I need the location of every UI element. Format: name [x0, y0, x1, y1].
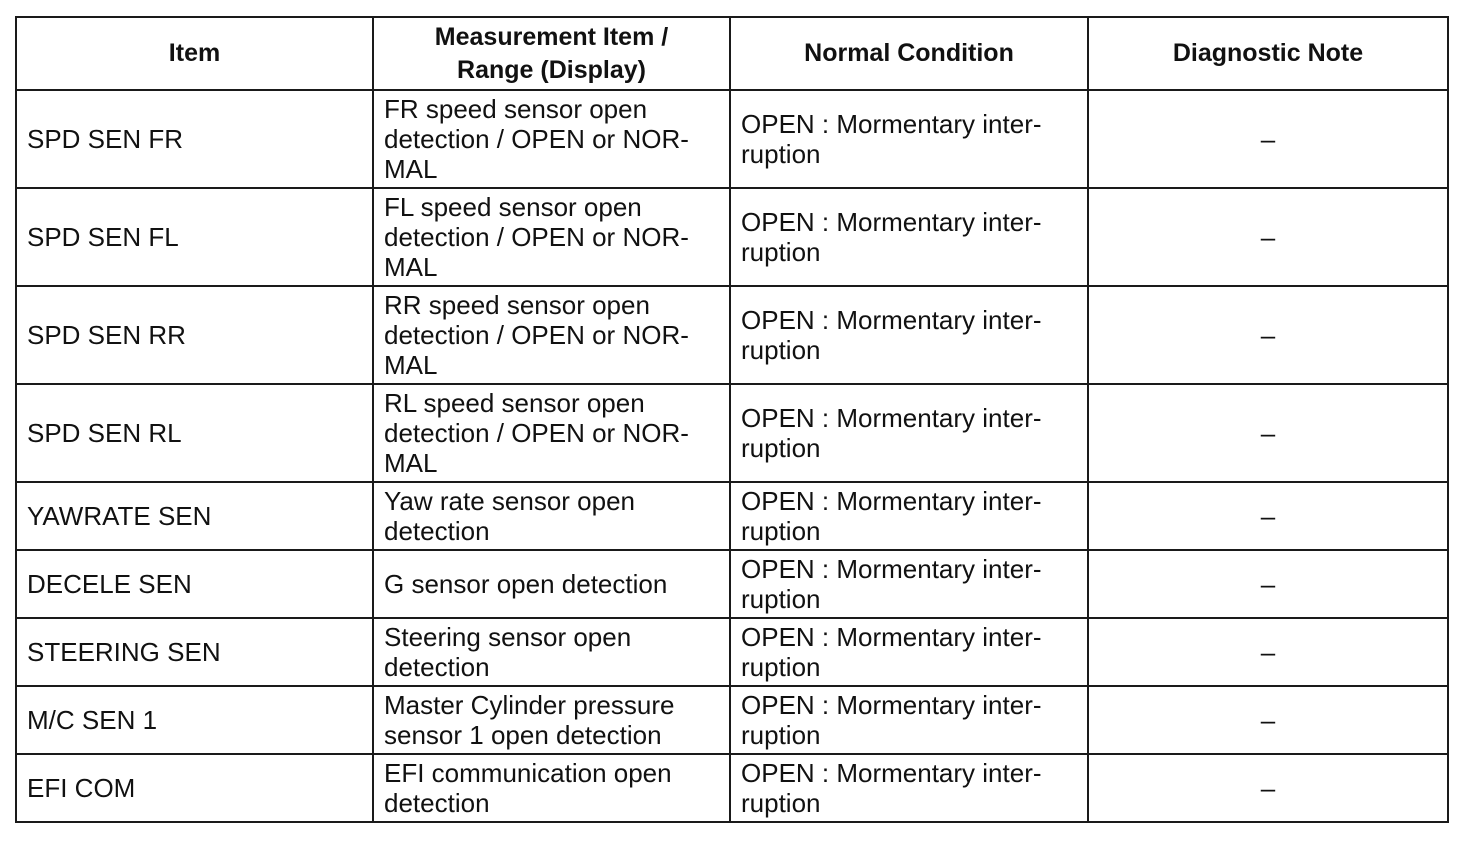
table-row — [16, 286, 1448, 384]
cell-item: EFI COM — [16, 754, 373, 822]
table-row — [16, 550, 1448, 618]
cell-condition: OPEN : Mormentary inter- ruption — [730, 188, 1088, 286]
cell-note: – — [1088, 286, 1448, 384]
header-item: Item — [16, 17, 373, 90]
cell-measurement: RR speed sensor open detection / OPEN or NOR- MAL — [373, 286, 730, 384]
cell-item: M/C SEN 1 — [16, 686, 373, 754]
cell-item: SPD SEN FR — [16, 90, 373, 188]
cell-condition: OPEN : Mormentary inter- ruption — [730, 550, 1088, 618]
table-row — [16, 384, 1448, 482]
cell-measurement: Master Cylinder pressure sensor 1 open detection — [373, 686, 730, 754]
cell-measurement: FR speed sensor open detection / OPEN or NOR- MAL — [373, 90, 730, 188]
cell-measurement: FL speed sensor open detection / OPEN or NOR- MAL — [373, 188, 730, 286]
header-condition: Normal Condition — [730, 17, 1088, 90]
cell-measurement: EFI communication open detection — [373, 754, 730, 822]
table-row — [16, 754, 1448, 822]
table-row — [16, 482, 1448, 550]
cell-note: – — [1088, 754, 1448, 822]
cell-condition: OPEN : Mormentary inter- ruption — [730, 90, 1088, 188]
cell-note: – — [1088, 482, 1448, 550]
cell-condition: OPEN : Mormentary inter- ruption — [730, 482, 1088, 550]
cell-measurement: G sensor open detection — [373, 550, 730, 618]
cell-item: YAWRATE SEN — [16, 482, 373, 550]
header-row — [16, 17, 1448, 90]
header-note: Diagnostic Note — [1088, 17, 1448, 90]
cell-note: – — [1088, 188, 1448, 286]
cell-note: – — [1088, 686, 1448, 754]
cell-item: STEERING SEN — [16, 618, 373, 686]
table-row — [16, 686, 1448, 754]
cell-condition: OPEN : Mormentary inter- ruption — [730, 384, 1088, 482]
cell-measurement: Yaw rate sensor open detection — [373, 482, 730, 550]
table-row — [16, 90, 1448, 188]
cell-note: – — [1088, 90, 1448, 188]
cell-note: – — [1088, 384, 1448, 482]
cell-measurement: Steering sensor open detection — [373, 618, 730, 686]
cell-condition: OPEN : Mormentary inter- ruption — [730, 754, 1088, 822]
cell-condition: OPEN : Mormentary inter- ruption — [730, 618, 1088, 686]
table-row — [16, 188, 1448, 286]
cell-item: SPD SEN FL — [16, 188, 373, 286]
table-row — [16, 618, 1448, 686]
cell-item: SPD SEN RL — [16, 384, 373, 482]
cell-item: DECELE SEN — [16, 550, 373, 618]
cell-note: – — [1088, 618, 1448, 686]
cell-measurement: RL speed sensor open detection / OPEN or NOR- MAL — [373, 384, 730, 482]
cell-item: SPD SEN RR — [16, 286, 373, 384]
cell-note: – — [1088, 550, 1448, 618]
header-measurement: Measurement Item / Range (Display) — [373, 17, 730, 90]
diagnostic-table — [15, 16, 1449, 823]
cell-condition: OPEN : Mormentary inter- ruption — [730, 286, 1088, 384]
cell-condition: OPEN : Mormentary inter- ruption — [730, 686, 1088, 754]
